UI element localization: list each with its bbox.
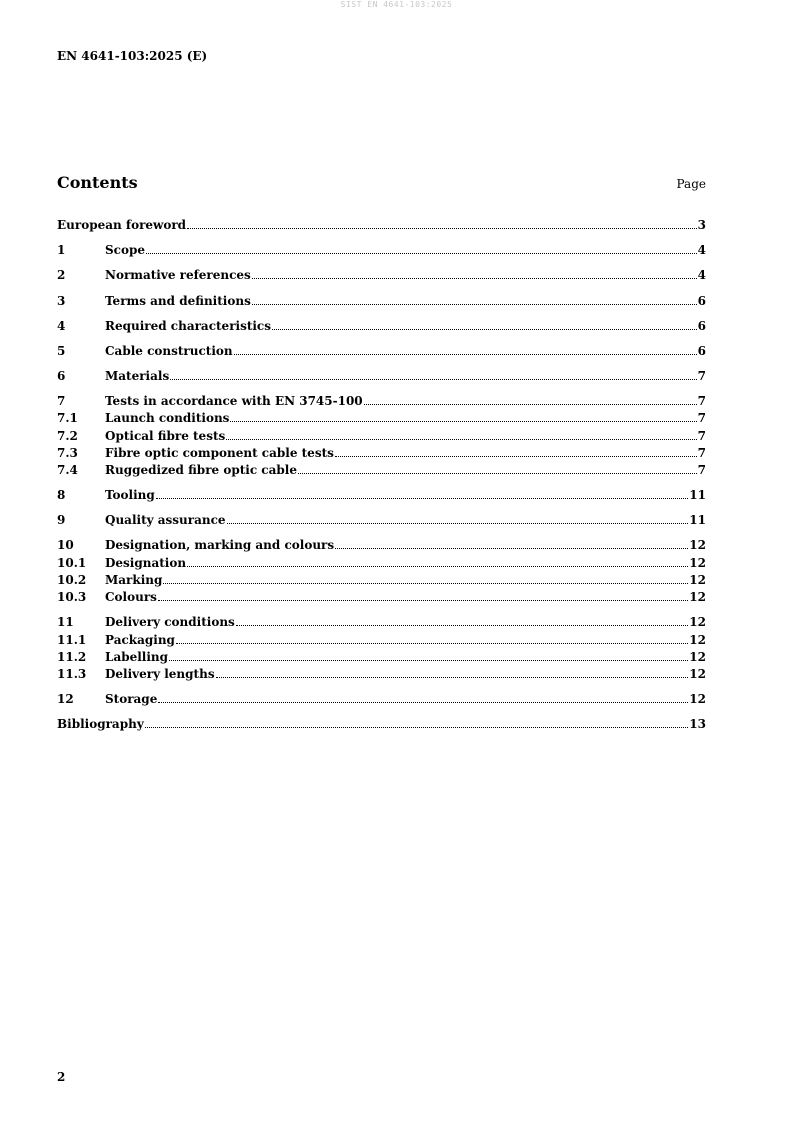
toc-entry-title: Required characteristics <box>105 318 271 333</box>
toc-entry-title: Packaging <box>105 632 175 647</box>
toc-entry-page: 7 <box>697 428 706 443</box>
toc-entry[interactable] <box>57 570 706 587</box>
dot-leader <box>216 669 689 678</box>
toc-entry-title: Delivery lengths <box>105 667 215 682</box>
dot-leader <box>226 431 696 440</box>
page-column-label: Page <box>676 177 706 191</box>
toc-entry[interactable] <box>57 485 706 502</box>
toc-entry[interactable] <box>57 552 706 569</box>
dot-leader <box>335 448 697 457</box>
toc-entry-page: 12 <box>689 667 706 682</box>
toc-entry-title: Materials <box>105 368 170 383</box>
dot-leader <box>227 515 689 524</box>
toc-entry[interactable] <box>57 612 706 629</box>
toc-entry[interactable] <box>57 714 706 731</box>
toc-entry-page: 6 <box>697 343 706 358</box>
toc-entry-page: 4 <box>697 268 706 283</box>
dot-leader <box>298 465 697 474</box>
dot-leader <box>230 413 696 422</box>
toc-entry-title: Designation, marking and colours <box>105 538 335 553</box>
dot-leader <box>158 694 688 703</box>
watermark: SIST EN 4641-103:2025 <box>340 0 453 9</box>
toc-entry-title: Colours <box>105 590 157 605</box>
toc-entry-number: 11.1 <box>57 632 87 647</box>
toc-entry-number: 7.3 <box>57 445 78 460</box>
toc-entry[interactable] <box>57 647 706 664</box>
toc-entry-title: Labelling <box>105 650 169 664</box>
toc-entry-title: Designation <box>105 555 187 570</box>
toc-entry-title: Delivery conditions <box>105 615 235 630</box>
toc-entry-number: 7.2 <box>57 428 78 443</box>
toc-entry-number: 11 <box>57 615 74 630</box>
toc-entry[interactable] <box>57 391 706 408</box>
toc-entry[interactable] <box>57 664 706 681</box>
toc-entry-page: 13 <box>689 717 706 732</box>
dot-leader <box>146 245 697 254</box>
dot-leader <box>163 575 688 584</box>
toc-entry-number: 4 <box>57 318 66 333</box>
toc-entry-number: 10 <box>57 538 74 553</box>
toc-entry[interactable] <box>57 535 706 552</box>
toc-entry-page: 12 <box>689 692 706 707</box>
dot-leader <box>158 592 688 601</box>
toc-entry-page: 7 <box>697 368 706 383</box>
toc-entry-page: 12 <box>689 555 706 570</box>
toc-entry[interactable] <box>57 315 706 332</box>
dot-leader <box>272 321 697 330</box>
toc-entry-number: 7.4 <box>57 463 78 478</box>
toc-entry-title: Tooling <box>105 488 155 503</box>
toc-entry-page: 7 <box>697 393 706 408</box>
toc-entry-number: 12 <box>57 692 74 707</box>
toc-entry-title: Scope <box>105 243 146 258</box>
dot-leader <box>170 371 696 380</box>
toc-entry[interactable] <box>57 443 706 460</box>
toc-entry-number: 6 <box>57 368 66 383</box>
toc-entry-page: 12 <box>689 538 706 553</box>
toc-entry[interactable] <box>57 408 706 425</box>
document-id: EN 4641-103:2025 (E) <box>57 49 208 63</box>
toc-entry-title: Marking <box>105 573 163 588</box>
dot-leader <box>236 617 688 626</box>
toc-entry[interactable] <box>57 510 706 527</box>
page-number: 2 <box>57 1070 66 1084</box>
toc-entry-page: 4 <box>697 243 706 258</box>
toc-entry-number: 10.2 <box>57 573 87 588</box>
toc-entry[interactable] <box>57 340 706 357</box>
dot-leader <box>364 396 697 405</box>
toc-entry-page: 7 <box>697 411 706 426</box>
toc-entry-title: Tests in accordance with EN 3745-100 <box>105 393 363 408</box>
toc-entry-page: 3 <box>697 218 706 233</box>
toc-entry-title: Ruggedized fibre optic cable <box>105 463 297 478</box>
toc-entry[interactable] <box>57 215 706 232</box>
toc-entry[interactable] <box>57 460 706 477</box>
dot-leader <box>156 490 689 499</box>
toc-entry-number: 8 <box>57 488 66 503</box>
toc-entry-title: Quality assurance <box>105 513 226 528</box>
toc-entry[interactable] <box>57 366 706 383</box>
toc-entry-page: 7 <box>697 445 706 460</box>
toc-entry[interactable] <box>57 265 706 282</box>
toc-entry-number: 2 <box>57 268 66 283</box>
toc-entry-page: 6 <box>697 293 706 308</box>
toc-entry[interactable] <box>57 240 706 257</box>
dot-leader <box>234 346 697 355</box>
toc-entry-number: 9 <box>57 513 66 528</box>
toc-entry-number: 1 <box>57 243 66 258</box>
toc-entry-title: Storage <box>105 692 158 707</box>
toc-entry-number: 5 <box>57 343 66 358</box>
toc-entry-title: Cable construction <box>105 343 233 358</box>
dot-leader <box>187 558 688 567</box>
dot-leader <box>252 296 697 305</box>
dot-leader <box>145 719 689 728</box>
toc-entry[interactable] <box>57 425 706 442</box>
toc-entry-page: 11 <box>689 513 706 528</box>
toc-entry-title: European foreword <box>57 218 187 233</box>
toc-entry-title: Bibliography <box>57 717 144 732</box>
contents-heading: Contents <box>57 173 138 192</box>
toc-entry[interactable] <box>57 290 706 307</box>
dot-leader <box>169 652 688 661</box>
toc-entry-number: 10.1 <box>57 555 87 570</box>
toc-entry-title: Fibre optic component cable tests <box>105 445 334 460</box>
table-of-contents <box>57 215 706 731</box>
toc-entry-page: 12 <box>689 590 706 605</box>
toc-entry-page: 11 <box>689 488 706 503</box>
toc-entry-number: 3 <box>57 293 66 308</box>
toc-entry-page: 12 <box>689 650 706 664</box>
dot-leader <box>176 635 688 644</box>
toc-entry-page: 12 <box>689 573 706 588</box>
toc-entry-page: 6 <box>697 318 706 333</box>
toc-entry[interactable] <box>57 689 706 706</box>
toc-entry-number: 7 <box>57 393 66 408</box>
dot-leader <box>187 220 697 229</box>
toc-entry-title: Optical fibre tests <box>105 428 226 443</box>
dot-leader <box>335 540 688 549</box>
toc-entry-title: Normative references <box>105 268 251 283</box>
toc-entry-number: 10.3 <box>57 590 87 605</box>
toc-entry-number: 11.2 <box>57 650 87 664</box>
toc-entry-page: 7 <box>697 463 706 478</box>
dot-leader <box>252 270 697 279</box>
toc-entry-page: 12 <box>689 615 706 630</box>
toc-entry-number: 7.1 <box>57 411 78 426</box>
toc-entry[interactable] <box>57 587 706 604</box>
toc-entry-page: 12 <box>689 632 706 647</box>
toc-entry-title: Terms and definitions <box>105 293 251 308</box>
toc-entry-title: Launch conditions <box>105 411 230 426</box>
toc-entry[interactable] <box>57 629 706 646</box>
toc-entry-number: 11.3 <box>57 667 87 682</box>
